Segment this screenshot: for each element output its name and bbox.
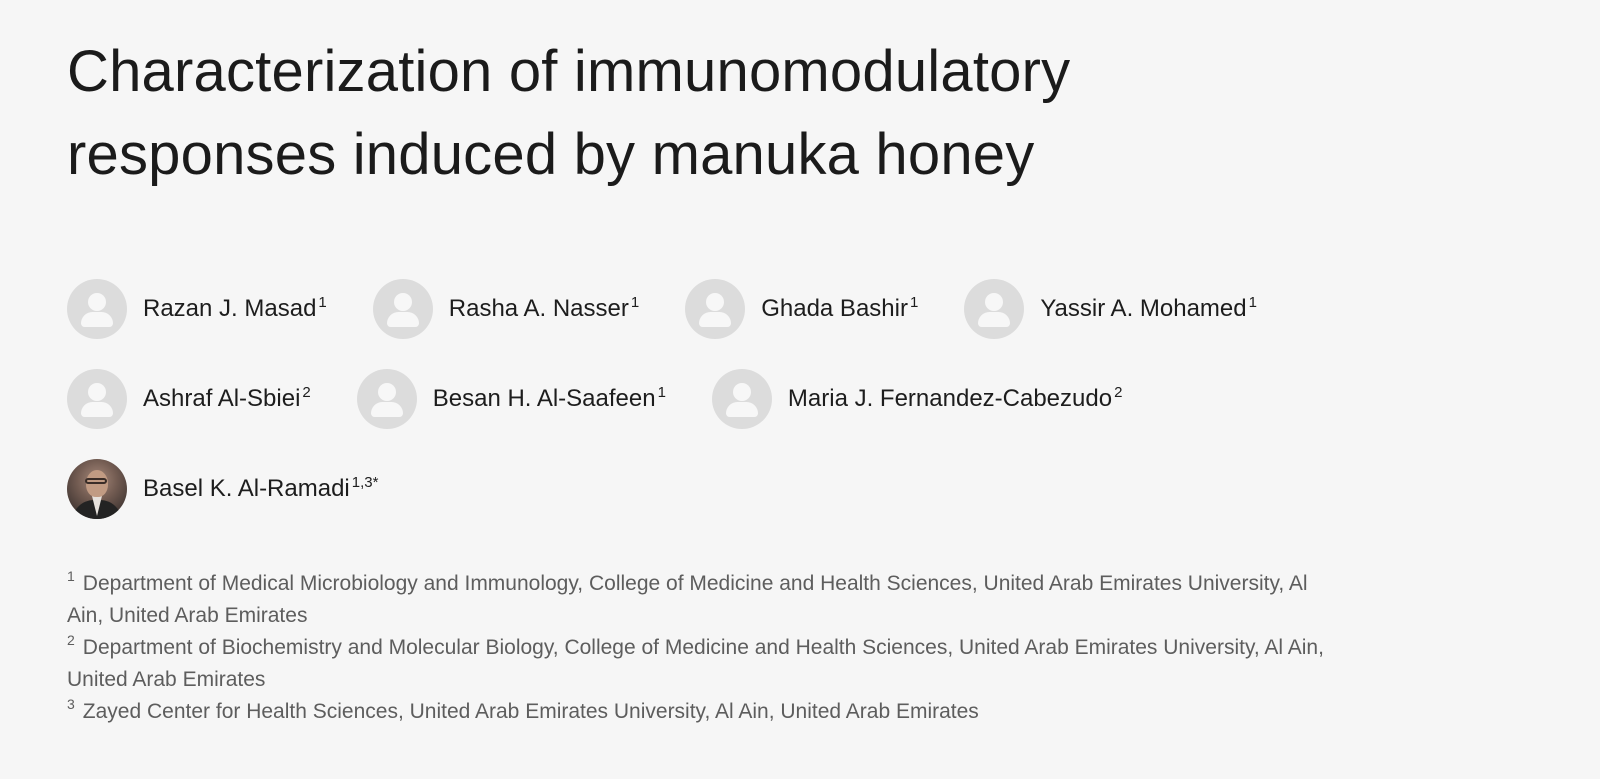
person-placeholder-icon	[67, 279, 127, 339]
author-name[interactable]: Ghada Bashir $^1$	[761, 294, 919, 322]
author-item[interactable]	[712, 369, 1123, 429]
affiliation-superscript: 1,3*	[351, 474, 379, 491]
affiliation-item	[67, 632, 1327, 696]
affiliation-superscript: 1	[1248, 294, 1257, 311]
author-name[interactable]: Yassir A. Mohamed $^1$	[1040, 294, 1257, 322]
article-title-line-2: responses induced by manuka honey	[67, 122, 1035, 187]
person-placeholder-icon	[964, 279, 1024, 339]
affiliation-number: 3	[67, 696, 75, 712]
author-row	[67, 278, 1447, 340]
article-header	[67, 0, 1447, 548]
author-row	[67, 368, 1447, 430]
author-name[interactable]: Rasha A. Nasser $^1$	[448, 294, 640, 322]
affiliation-text: Department of Biochemistry and Molecular Biology, College of Medicine and Health Sciences, United Arab Emirates University, Al Ain, United Arab Emirates	[67, 636, 1324, 691]
article-title	[67, 0, 1447, 196]
person-placeholder-icon	[357, 369, 417, 429]
affiliation-item	[67, 696, 1327, 728]
author-item[interactable]	[964, 279, 1257, 339]
author-item[interactable]	[67, 459, 378, 519]
affiliation-number: 1	[67, 568, 75, 584]
affiliation-list	[67, 568, 1327, 728]
person-placeholder-icon	[712, 369, 772, 429]
person-placeholder-icon	[67, 369, 127, 429]
author-name[interactable]: Basel K. Al-Ramadi $^{1,3*}$	[143, 474, 379, 502]
author-item[interactable]	[373, 279, 639, 339]
affiliation-superscript: 2	[302, 384, 311, 401]
author-list	[67, 278, 1447, 520]
affiliation-number: 2	[67, 632, 75, 648]
author-item[interactable]	[67, 279, 327, 339]
author-name[interactable]: Ashraf Al-Sbiei $^2$	[143, 384, 311, 412]
author-name[interactable]: Maria J. Fernandez-Cabezudo $^2$	[787, 384, 1123, 412]
author-photo	[67, 459, 127, 519]
article-title-line-1: Characterization of immunomodulatory	[67, 39, 1071, 104]
affiliation-superscript: 1	[318, 294, 327, 311]
author-row	[67, 458, 1447, 520]
affiliation-superscript: 2	[1114, 384, 1123, 401]
affiliation-item	[67, 568, 1327, 632]
affiliation-superscript: 1	[657, 384, 666, 401]
affiliation-superscript: 1	[909, 294, 919, 311]
author-item[interactable]	[357, 369, 666, 429]
person-placeholder-icon	[685, 279, 745, 339]
author-item[interactable]	[67, 369, 311, 429]
affiliation-text: Zayed Center for Health Sciences, United Arab Emirates University, Al Ain, United Arab Emirates	[82, 700, 979, 723]
affiliation-text: Department of Medical Microbiology and Immunology, College of Medicine and Health Sciences, United Arab Emirates University, Al Ain, United Arab Emirates	[67, 572, 1308, 627]
author-item[interactable]	[685, 279, 918, 339]
author-name[interactable]: Razan J. Masad $^1$	[143, 294, 327, 322]
author-name[interactable]: Besan H. Al-Saafeen $^1$	[432, 384, 666, 412]
affiliation-superscript: 1	[630, 294, 640, 311]
person-placeholder-icon	[373, 279, 433, 339]
